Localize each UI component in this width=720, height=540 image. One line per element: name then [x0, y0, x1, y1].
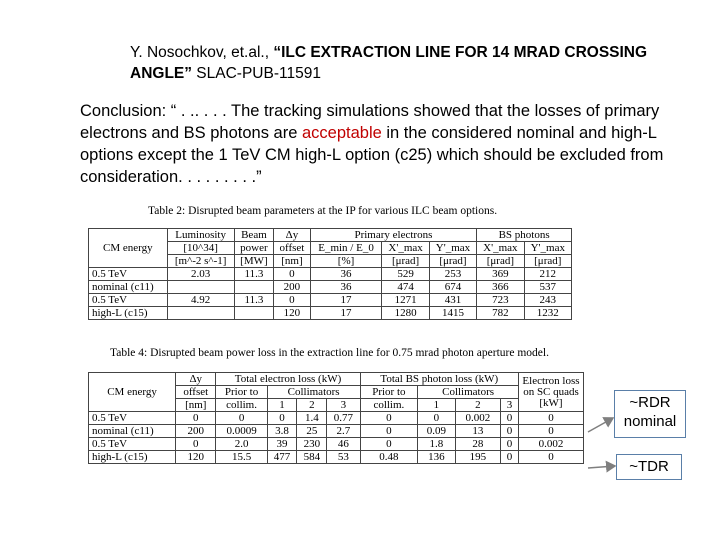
- table2-offset-header: offset: [274, 242, 310, 255]
- table2-bs-ymax-unit: [μrad]: [524, 255, 571, 268]
- table-cell: 0: [519, 412, 584, 425]
- table2-emin-unit: [%]: [310, 255, 382, 268]
- table-cell: 0.48: [360, 451, 418, 464]
- table-cell: 3.8: [267, 425, 297, 438]
- table2-bs-xmax-header: X'_max: [477, 242, 524, 255]
- table-cell: 0: [274, 294, 310, 307]
- reference-report: SLAC-PUB-11591: [192, 65, 321, 82]
- table-cell: 431: [429, 294, 476, 307]
- table2-offset-unit: [nm]: [274, 255, 310, 268]
- table-cell: 0: [501, 451, 519, 464]
- table-cell: 2.7: [327, 425, 360, 438]
- table2-bs-ymax-header: Y'_max: [524, 242, 571, 255]
- table-cell: 36: [310, 281, 382, 294]
- table2-emin-header: E_min / E_0: [310, 242, 382, 255]
- table4-c2-bs: 2: [455, 399, 500, 412]
- tdr-label: ~TDR: [616, 454, 682, 480]
- table-cell: nominal (c11): [89, 425, 176, 438]
- table4-offset-header: offset: [176, 386, 216, 399]
- table-cell: 584: [297, 451, 327, 464]
- table-cell: 366: [477, 281, 524, 294]
- table4-prior-to-bs: Prior to: [360, 386, 418, 399]
- rdr-label-line1: ~RDR: [629, 394, 671, 411]
- table4-c3-electron: 3: [327, 399, 360, 412]
- table-cell: 1.8: [418, 438, 456, 451]
- table-cell: 674: [429, 281, 476, 294]
- table-cell: 17: [310, 294, 382, 307]
- table-cell: 0.5 TeV: [89, 412, 176, 425]
- table4-c1-electron: 1: [267, 399, 297, 412]
- table2-bs-photons-header: BS photons: [477, 229, 572, 242]
- table-cell: 529: [382, 268, 429, 281]
- reference-title: “ILC EXTRACTION LINE FOR 14 MRAD CROSSING ANGLE”: [130, 44, 648, 82]
- table-cell: 1232: [524, 307, 571, 320]
- table-cell: 120: [274, 307, 310, 320]
- table-cell: 0: [501, 438, 519, 451]
- table2-ymax-unit: [μrad]: [429, 255, 476, 268]
- table-cell: nominal (c11): [89, 281, 168, 294]
- table2-xmax-unit: [μrad]: [382, 255, 429, 268]
- table4-total-electron-header: Total electron loss (kW): [216, 373, 360, 386]
- table-cell: 28: [455, 438, 500, 451]
- table4-caption: Table 4: Disrupted beam power loss in the extraction line for 0.75 mrad photon aperture model.: [110, 347, 549, 359]
- table-cell: 0: [418, 412, 456, 425]
- table4-collim-electron: collim.: [216, 399, 267, 412]
- table-cell: 0: [519, 451, 584, 464]
- table-cell: 17: [310, 307, 382, 320]
- table-cell: 25: [297, 425, 327, 438]
- table-cell: 46: [327, 438, 360, 451]
- table-cell: 200: [274, 281, 310, 294]
- table-cell: 243: [524, 294, 571, 307]
- table-cell: 0.09: [418, 425, 456, 438]
- table-cell: 0: [176, 412, 216, 425]
- table2-power-unit: [MW]: [234, 255, 274, 268]
- table2-luminosity-unit2: [m^-2 s^-1]: [167, 255, 234, 268]
- table-cell: 0.002: [455, 412, 500, 425]
- table-cell: 1271: [382, 294, 429, 307]
- table-cell: 0.5 TeV: [89, 438, 176, 451]
- table-cell: 200: [176, 425, 216, 438]
- table4-collimators-electron: Collimators: [267, 386, 360, 399]
- table-cell: 477: [267, 451, 297, 464]
- table-cell: 11.3: [234, 294, 274, 307]
- table2-ymax-header: Y'_max: [429, 242, 476, 255]
- table-cell: high-L (c15): [89, 451, 176, 464]
- rdr-label-line2: nominal: [623, 413, 677, 430]
- table-cell: 39: [267, 438, 297, 451]
- table-cell: 0: [216, 412, 267, 425]
- table2-power-header: power: [234, 242, 274, 255]
- table-cell: 36: [310, 268, 382, 281]
- conclusion-part2: in the considered nominal and high-L options except the 1 TeV CM high-L option (c25) which should be excluded from consideration. . . . . . . . .”: [80, 124, 664, 186]
- table4-collim-bs: collim.: [360, 399, 418, 412]
- table2-cm-energy-header: CM energy: [89, 229, 168, 268]
- table2-luminosity-unit1: [10^34]: [167, 242, 234, 255]
- table4-prior-to-electron: Prior to: [216, 386, 267, 399]
- table-cell: 212: [524, 268, 571, 281]
- table-cell: 11.3: [234, 268, 274, 281]
- table4-c3-bs: 3: [501, 399, 519, 412]
- conclusion-part1: Conclusion: “ . .. . . . The tracking simulations showed that the losses of primary electrons and BS photons are: [80, 102, 660, 142]
- table-cell: 1280: [382, 307, 429, 320]
- table-cell: 1.4: [297, 412, 327, 425]
- table-cell: 253: [429, 268, 476, 281]
- table2-bs-xmax-unit: [μrad]: [477, 255, 524, 268]
- table2-luminosity-header: Luminosity: [167, 229, 234, 242]
- table4-total-bs-header: Total BS photon loss (kW): [360, 373, 518, 386]
- table-cell: 1415: [429, 307, 476, 320]
- conclusion-highlight: acceptable: [301, 124, 382, 142]
- table-cell: 136: [418, 451, 456, 464]
- rdr-label: [614, 390, 686, 438]
- table-cell: 53: [327, 451, 360, 464]
- tdr-arrow-icon: [588, 466, 615, 468]
- table-cell: 537: [524, 281, 571, 294]
- table-cell: 0.77: [327, 412, 360, 425]
- table-cell: 0: [274, 268, 310, 281]
- table4-deltay-header: Δy: [176, 373, 216, 386]
- table2-primary-electrons-header: Primary electrons: [310, 229, 477, 242]
- table-cell: 230: [297, 438, 327, 451]
- table-cell: 195: [455, 451, 500, 464]
- table4-c2-electron: 2: [297, 399, 327, 412]
- table-cell: 0: [360, 412, 418, 425]
- table-cell: 0.5 TeV: [89, 294, 168, 307]
- table-cell: 0: [176, 438, 216, 451]
- table-cell: 0: [360, 425, 418, 438]
- table-cell: 13: [455, 425, 500, 438]
- table4-offset-unit: [nm]: [176, 399, 216, 412]
- table-cell: 0.002: [519, 438, 584, 451]
- table-cell: 0.0009: [216, 425, 267, 438]
- table-cell: 15.5: [216, 451, 267, 464]
- table2-beam-header: Beam: [234, 229, 274, 242]
- table2-caption: Table 2: Disrupted beam parameters at the IP for various ILC beam options.: [148, 205, 498, 217]
- table-cell: 474: [382, 281, 429, 294]
- table-cell: 120: [176, 451, 216, 464]
- table4-cm-energy-header: CM energy: [89, 373, 176, 412]
- table-cell: 2.0: [216, 438, 267, 451]
- table-cell: 0.5 TeV: [89, 268, 168, 281]
- table-cell: 0: [360, 438, 418, 451]
- table4-collimators-bs: Collimators: [418, 386, 519, 399]
- table-cell: high-L (c15): [89, 307, 168, 320]
- rdr-arrow-icon: [588, 418, 613, 432]
- table2-xmax-header: X'_max: [382, 242, 429, 255]
- table-cell: 723: [477, 294, 524, 307]
- reference-authors: Y. Nosochkov, et.al.,: [130, 44, 274, 61]
- table-cell: 782: [477, 307, 524, 320]
- table4-c1-bs: 1: [418, 399, 456, 412]
- table-cell: 0: [519, 425, 584, 438]
- table-cell: 369: [477, 268, 524, 281]
- table4-electron-sc-header: Electron loss on SC quads [kW]: [519, 373, 584, 412]
- table-cell: 0: [501, 412, 519, 425]
- table-cell: 0: [501, 425, 519, 438]
- table-cell: 4.92: [167, 294, 234, 307]
- table-cell: 2.03: [167, 268, 234, 281]
- table2-deltay-header: Δy: [274, 229, 310, 242]
- table-cell: 0: [267, 412, 297, 425]
